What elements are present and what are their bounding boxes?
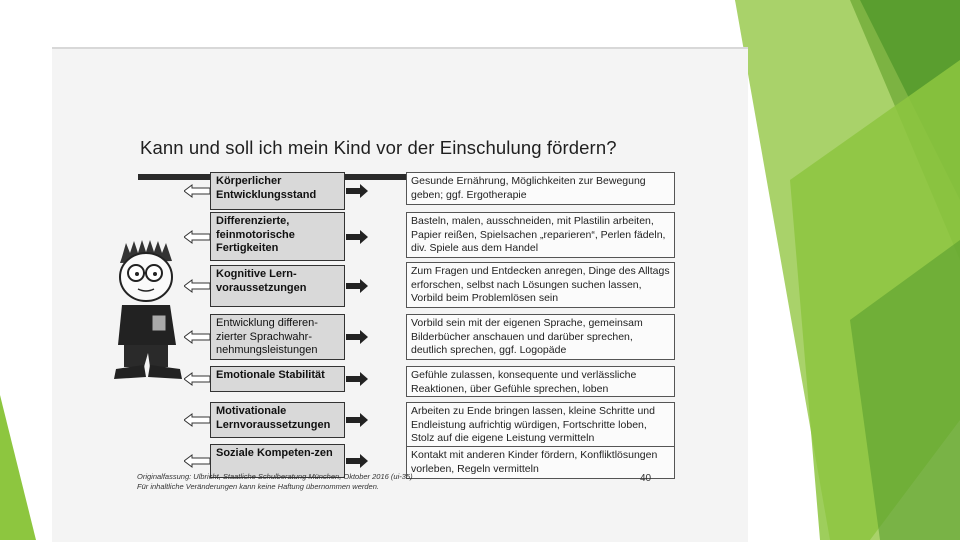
right-arrow-icon <box>346 454 368 468</box>
support-suggestion-text: Gefühle zulassen, konsequente und verlässliche Reaktionen, über Gefühle sprechen, loben <box>406 366 675 397</box>
development-area-label: Differenzierte, feinmotorische Fertigkeiten <box>210 212 345 261</box>
support-suggestion-text: Kontakt mit anderen Kinder fördern, Konfliktlösungen vorleben, Regeln vermitteln <box>406 446 675 479</box>
left-arrow-icon <box>184 372 210 386</box>
support-suggestion-text: Arbeiten zu Ende bringen lassen, kleine Schritte und Endleistung aufrichtig würdigen, Fortschritte loben, Stolz auf die eigene Leistung vermitteln <box>406 402 675 448</box>
right-arrow-icon <box>346 230 368 244</box>
left-arrow-icon <box>184 330 210 344</box>
development-area-label: Emotionale Stabilität <box>210 366 345 392</box>
support-suggestion-text: Basteln, malen, ausschneiden, mit Plastilin arbeiten, Papier reißen, Spielsachen „reparieren“, Perlen fädeln, div. Spiele aus dem Handel <box>406 212 675 258</box>
development-area-label: Körperlicher Entwicklungsstand <box>210 172 345 210</box>
cartoon-child-illustration <box>110 235 190 395</box>
left-arrow-icon <box>184 279 210 293</box>
support-suggestion-text: Vorbild sein mit der eigenen Sprache, gemeinsam Bilderbücher anschauen und darüber sprechen, deutlich sprechen, ggf. Logopäde <box>406 314 675 360</box>
left-arrow-icon <box>184 413 210 427</box>
bottom-left-triangle <box>0 395 36 540</box>
document-title: Kann und soll ich mein Kind vor der Einschulung fördern? <box>140 137 617 158</box>
left-arrow-icon <box>184 230 210 244</box>
scanned-document <box>52 47 748 542</box>
development-area-label: Soziale Kompeten-zen <box>210 444 345 478</box>
page-number: 40 <box>640 473 652 484</box>
right-arrow-icon <box>346 413 368 427</box>
development-area-label: Kognitive Lern-voraussetzungen <box>210 265 345 307</box>
footnote-line-2: Für inhaltliche Veränderungen kann keine Haftung übernommen werden. <box>137 482 379 491</box>
right-arrow-icon <box>346 184 368 198</box>
footnote <box>137 472 413 492</box>
left-arrow-icon <box>184 454 210 468</box>
support-suggestion-text: Zum Fragen und Entdecken anregen, Dinge des Alltags erforschen, selbst nach Lösungen suchen lassen, Vorbild beim Problemlösen sein <box>406 262 675 308</box>
left-arrow-icon <box>184 184 210 198</box>
right-arrow-icon <box>346 330 368 344</box>
development-area-label: Motivationale Lernvoraussetzungen <box>210 402 345 438</box>
right-arrow-icon <box>346 279 368 293</box>
footnote-line-1: Originalfassung: Ulbricht, Staatliche Schulberatung München, Oktober 2016 (ui-35) <box>137 472 413 481</box>
support-suggestion-text: Gesunde Ernährung, Möglichkeiten zur Bewegung geben; ggf. Ergotherapie <box>406 172 675 205</box>
development-area-label: Entwicklung differen-zierter Sprachwahr-nehmungsleistungen <box>210 314 345 360</box>
right-arrow-icon <box>346 372 368 386</box>
